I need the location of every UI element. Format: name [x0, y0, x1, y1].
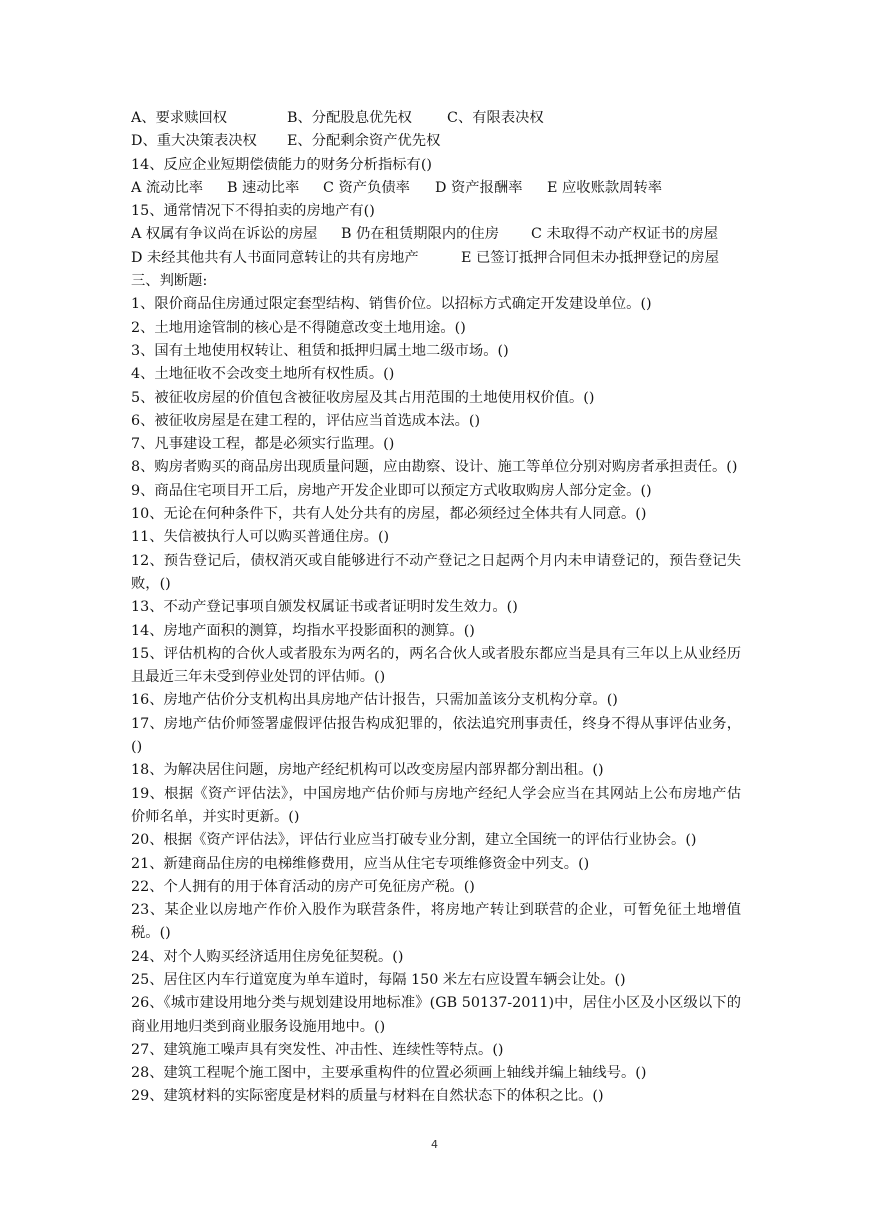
options-line: [131, 177, 741, 200]
question-item: 8、购房者购买的商品房出现质量问题，应由勘察、设计、施工等单位分别对购房者承担责任。(): [131, 459, 738, 476]
question-item: 20、根据《资产评估法》，评估行业应当打破专业分割，建立全国统一的评估行业协会。(): [131, 832, 697, 849]
question-item: 11、失信被执行人可以购买普通住房。(): [131, 529, 390, 546]
page-number: 4: [431, 1138, 438, 1151]
options-line: [131, 130, 741, 153]
option-d: D 资产报酬率: [435, 179, 523, 196]
question-item: 2、土地用途管制的核心是不得随意改变土地用途。(): [131, 319, 466, 336]
option-a: A 流动比率: [131, 179, 204, 196]
option-b: B 仍在租赁期限内的住房: [341, 226, 500, 243]
question-item: 29、建筑材料的实际密度是材料的质量与材料在自然状态下的体积之比。(): [131, 1088, 604, 1105]
option-c: C、有限表决权: [447, 110, 544, 126]
option-e: E 应收账款周转率: [547, 179, 663, 196]
question-item: 6、被征收房屋是在建工程的，评估应当首选成本法。(): [131, 412, 481, 429]
options-line: [131, 107, 741, 130]
question-item: 24、对个人购买经济适用住房免征契税。(): [131, 948, 404, 965]
question-14: 14、反应企业短期偿债能力的财务分析指标有(): [131, 156, 432, 173]
options-line: [131, 247, 741, 270]
option-a: A 权属有争议尚在诉讼的房屋: [131, 226, 318, 243]
options-line: [131, 223, 741, 246]
question-item: 22、个人拥有的用于体育活动的房产可免征房产税。(): [131, 878, 475, 895]
question-item: 26、《城市建设用地分类与规划建设用地标准》(GB 50137-2011)中，居住小区及小区级以下的商业用地归类到商业服务设施用地中。(): [131, 995, 741, 1035]
option-d: D 未经其他共有人书面同意转让的共有房地产: [131, 249, 419, 266]
question-15: 15、通常情况下不得拍卖的房地产有(): [131, 203, 375, 220]
question-item: 27、建筑施工噪声具有突发性、冲击性、连续性等特点。(): [131, 1041, 504, 1058]
page-content: [131, 107, 741, 1109]
question-item: 19、根据《资产评估法》，中国房地产估价师与房地产经纪人学会应当在其网站上公布房地产估价师名单，并实时更新。(): [131, 785, 741, 825]
judgment-question-list: [131, 293, 741, 1108]
question-item: 16、房地产估价分支机构出具房地产估计报告，只需加盖该分支机构分章。(): [131, 692, 618, 709]
option-e: E、分配剩余资产优先权: [287, 133, 441, 150]
option-b: B、分配股息优先权: [287, 110, 412, 126]
question-item: 23、某企业以房地产作价入股作为联营条件，将房地产转让到联营的企业，可暂免征土地增值税。(): [131, 902, 741, 942]
option-e: E 已签订抵押合同但未办抵押登记的房屋: [461, 249, 720, 266]
question-item: 4、土地征收不会改变土地所有权性质。(): [131, 366, 395, 383]
question-item: 1、限价商品住房通过限定套型结构、销售价位。以招标方式确定开发建设单位。(): [131, 296, 652, 313]
section-title: 三、判断题:: [131, 273, 208, 290]
question-item: 7、凡事建设工程，都是必须实行监理。(): [131, 436, 395, 453]
question-item: 12、预告登记后，债权消灭或自能够进行不动产登记之日起两个月内未申请登记的，预告登记失败，(): [131, 552, 741, 592]
option-a: A、要求赎回权: [131, 110, 228, 126]
question-item: 21、新建商品住房的电梯维修费用，应当从住宅专项维修资金中列支。(): [131, 855, 590, 872]
question-item: 5、被征收房屋的价值包含被征收房屋及其占用范围的土地使用权价值。(): [131, 389, 595, 406]
question-item: 25、居住区内车行道宽度为单车道时，每隔 150 米左右应设置车辆会让处。(): [131, 971, 626, 988]
question-item: 10、无论在何种条件下，共有人处分共有的房屋，都必须经过全体共有人同意。(): [131, 506, 647, 523]
question-item: 3、国有土地使用权转让、租赁和抵押归属土地二级市场。(): [131, 342, 509, 359]
option-c: C 资产负债率: [323, 179, 410, 196]
option-d: D、重大决策表决权: [131, 133, 257, 150]
question-item: 17、房地产估价师签署虚假评估报告构成犯罪的，依法追究刑事责任，终身不得从事评估业务，(): [131, 715, 741, 756]
question-item: 9、商品住宅项目开工后，房地产开发企业即可以预定方式收取购房人部分定金。(): [131, 482, 652, 499]
question-item: 13、不动产登记事项自颁发权属证书或者证明时发生效力。(): [131, 599, 518, 616]
question-item: 15、评估机构的合伙人或者股东为两名的，两名合伙人或者股东都应当是具有三年以上从业经历且最近三年未受到停业处罚的评估师。(): [131, 645, 741, 686]
question-item: 28、建筑工程呢个施工图中，主要承重构件的位置必须画上轴线并编上轴线号。(): [131, 1065, 647, 1082]
option-b: B 速动比率: [227, 179, 300, 196]
question-item: 18、为解决居住问题，房地产经纪机构可以改变房屋内部界都分割出租。(): [131, 762, 604, 779]
question-item: 14、房地产面积的测算，均指水平投影面积的测算。(): [131, 622, 475, 639]
option-c: C 未取得不动产权证书的房屋: [531, 226, 719, 243]
